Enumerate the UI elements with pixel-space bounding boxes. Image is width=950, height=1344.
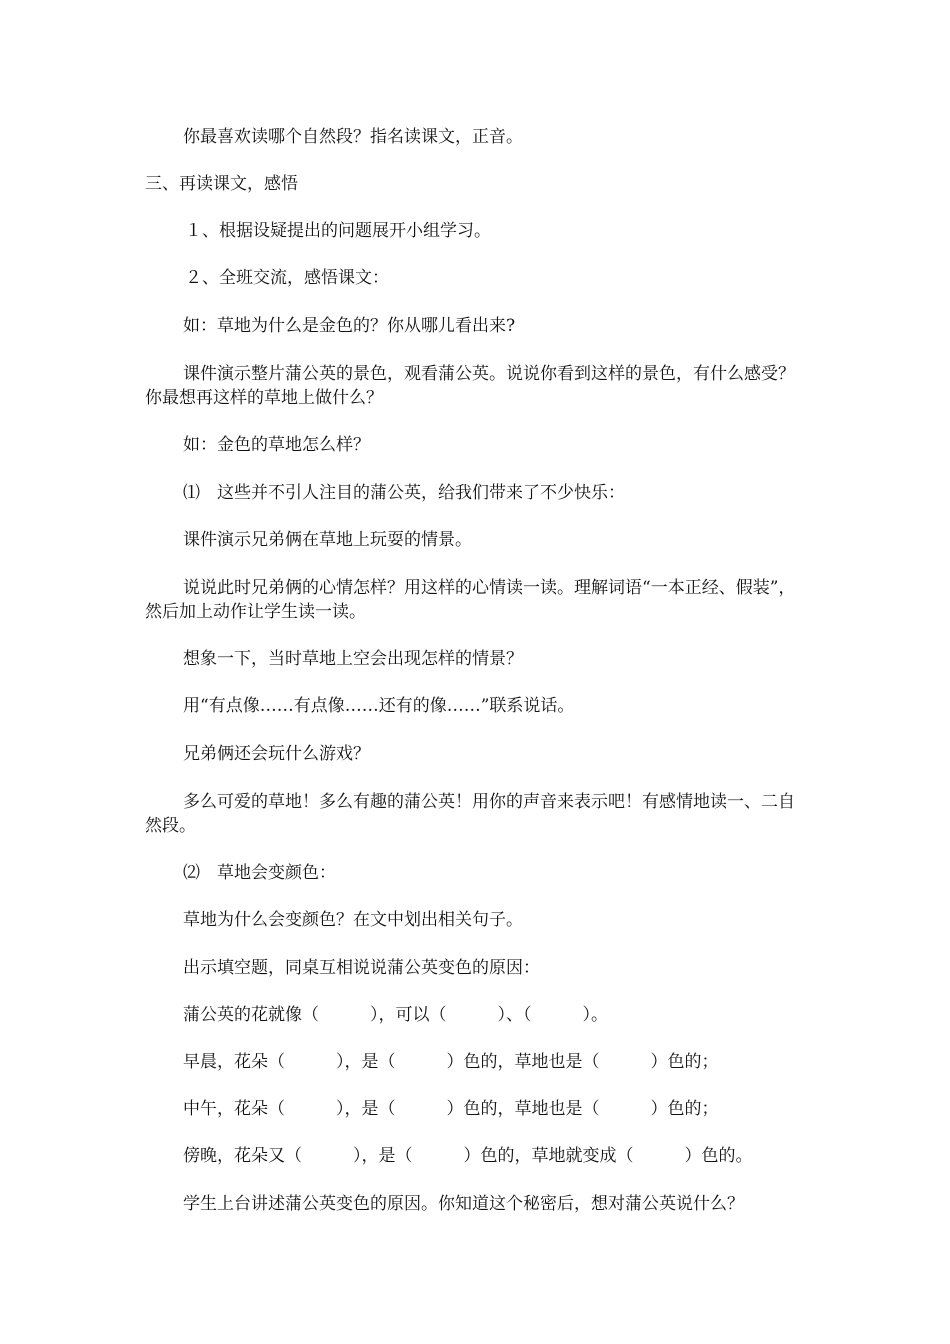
section-heading-three: 三、再读课文，感悟 [145,174,298,194]
paragraph-favorite-section: 你最喜欢读哪个自然段？指名读课文，正音。 [183,127,523,147]
paragraph-point-2: ⑵ 草地会变颜色： [183,863,336,883]
paragraph-step-1: １、根据设疑提出的问题展开小组学习。 [185,221,491,241]
paragraph-imagine-scene: 想象一下，当时草地上空会出现怎样的情景？ [183,649,523,669]
paragraph-brothers-mood: 说说此时兄弟俩的心情怎样？用这样的心情读一读。理解词语“一本正经、假装”，然后加上动作让学生读一读。 [145,578,796,622]
paragraph-sentence-pattern: 用“有点像……有点像……还有的像……”联系说话。 [183,696,575,716]
fill-in-blank-evening: 傍晚，花朵又（ ），是（ ）色的，草地就变成（ ）色的。 [183,1146,753,1166]
fill-in-blank-flower: 蒲公英的花就像（ ），可以（ ）、（ ）。 [183,1005,608,1025]
paragraph-why-change-color: 草地为什么会变颜色？在文中划出相关句子。 [183,910,523,930]
paragraph-other-games: 兄弟俩还会玩什么游戏？ [183,744,370,764]
paragraph-step-2: ２、全班交流，感悟课文： [185,268,389,288]
paragraph-read-aloud: 多么可爱的草地！多么有趣的蒲公英！用你的声音来表示吧！有感情地读一、二自然段。 [145,792,795,836]
paragraph-point-1: ⑴ 这些并不引人注目的蒲公英，给我们带来了不少快乐： [183,483,625,503]
paragraph-student-explain: 学生上台讲述蒲公英变色的原因。你知道这个秘密后，想对蒲公英说什么？ [183,1194,744,1214]
paragraph-example-question: 如：草地为什么是金色的？你从哪儿看出来? [183,316,516,336]
paragraph-fill-in-intro: 出示填空题，同桌互相说说蒲公英变色的原因： [183,958,540,978]
paragraph-courseware-scene: 课件演示整片蒲公英的景色，观看蒲公英。说说你看到这样的景色，有什么感受？你最想再这样的草地上做什么？ [145,364,795,408]
fill-in-blank-morning: 早晨，花朵（ ），是（ ）色的，草地也是（ ）色的； [183,1052,719,1072]
fill-in-blank-noon: 中午，花朵（ ），是（ ）色的，草地也是（ ）色的； [183,1099,719,1119]
paragraph-golden-meadow: 如：金色的草地怎么样？ [183,435,370,455]
paragraph-brothers-playing: 课件演示兄弟俩在草地上玩耍的情景。 [183,530,472,550]
